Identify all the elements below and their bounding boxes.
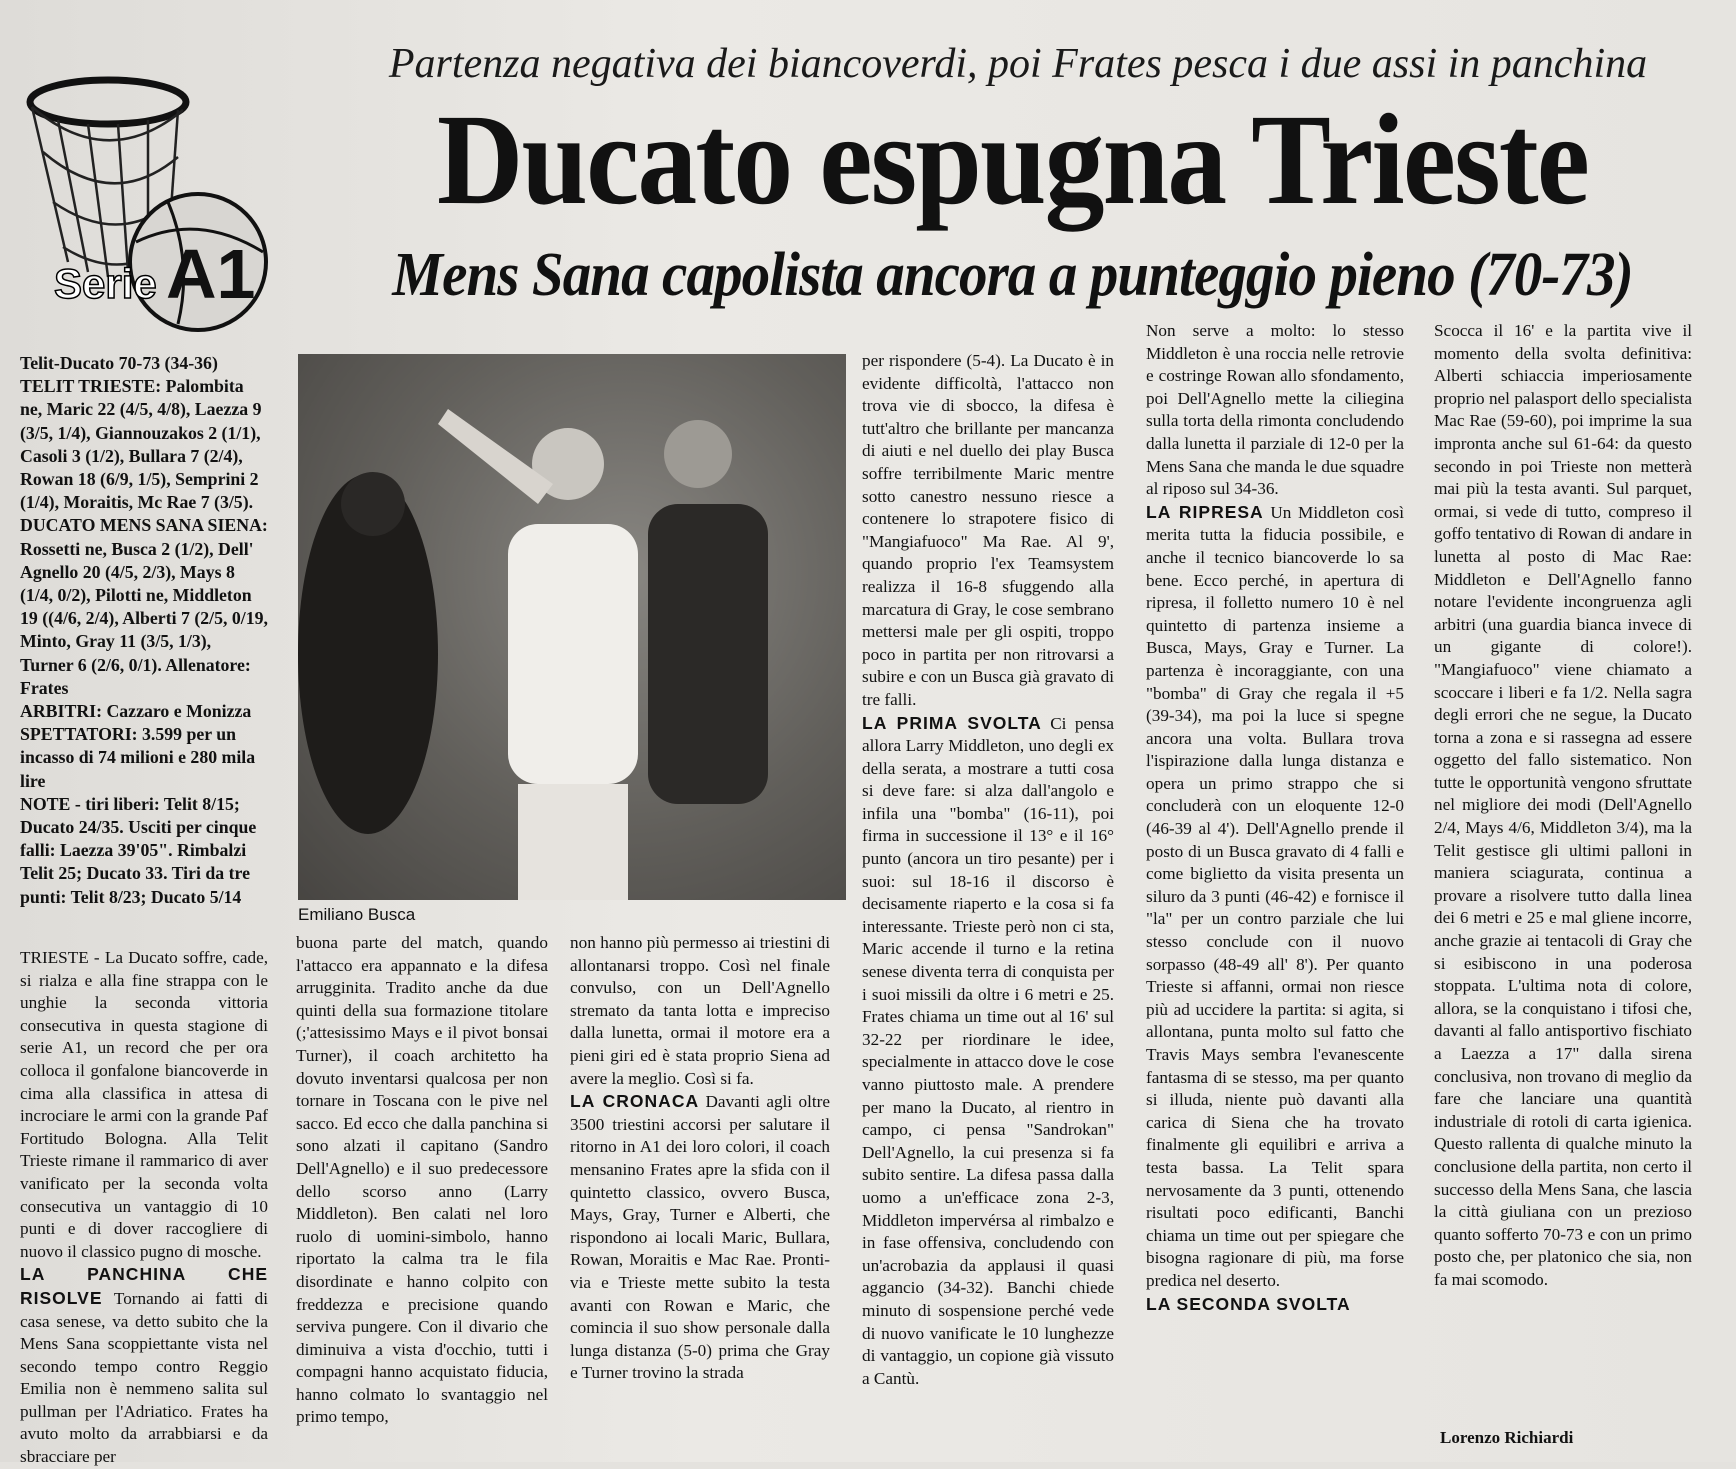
paragraph: non hanno più permesso ai triestini di allontanarsi troppo. Così nel finale convulso, con un Dell'Agnello stremato da tanta lotta e impreciso dalla lunetta, ormai il motore era a pieni giri ed è stata proprio Siena ad avere la meglio. Così si fa. bbox=[570, 933, 830, 1088]
subheading: LA RIPRESA bbox=[1146, 501, 1264, 522]
subheading: LA SECONDA SVOLTA bbox=[1146, 1293, 1351, 1314]
article-column-5 bbox=[1146, 320, 1404, 1450]
box-score-line: TELIT TRIESTE: Palombita ne, Maric 22 (4/5, 4/8), Laezza 9 (3/5, 1/4), Giannouzakos 2 (1/1), Casoli 3 (1/2), Bullara 7 (2/4), Rowan 18 (6/9, 1/5), Semprini 2 (1/4), Moraitis, Mc Rae 7 (3/5). bbox=[20, 376, 262, 513]
byline: Lorenzo Richiardi bbox=[1440, 1428, 1574, 1447]
subheading: LA PRIMA SVOLTA bbox=[862, 712, 1042, 733]
headline: Ducato espugna Trieste bbox=[436, 88, 1589, 232]
paragraph: TRIESTE - La Ducato soffre, cade, si rialza e alla fine strappa con le unghie la seconda vittoria consecutiva in questa stagione di serie A1, un record che per ora colloca il gonfalone biancoverde in cima alla classifica in attesa di incrociare le armi con la grande Paf Fortitudo Bologna. Alla Telit Trieste rimane il rammarico di aver vanificato per la seconda volta consecutiva un vantaggio di 10 punti e di dover raccogliere di nuovo il classico pugno di mosche. bbox=[20, 948, 268, 1261]
basketball-hoop-logo bbox=[18, 62, 276, 320]
paragraph: Ci pensa allora Larry Middleton, uno degli ex della serata, a mostrare a tutti cosa si deve fare: si alza dall'angolo e infila una "bomba" (16-11), poi firma in successione il 13° e il 16° punto (ancora un tiro pesante) per i suoi: sul 18-16 il discorso è decisamente riaperto e la cosa si fa interessante. Trieste però non ci sta, Maric accende il turno e la retina senese diventa terra di conquista per i suoi missili da oltre i 6 metri e 25. Frates chiama un time out al 16' sul 32-22 per riordinare le idee, specialmente in attacco dove le cose vanno piuttosto male. A prendere per mano la Ducato, al rientro in campo, ci pensa "Sandrokan" Dell'Agnello, la cui presenza si fa subito sentire. La difesa passa dalla uomo a un'efficace zona 2-3, Middleton impervérsa al rimbalzo e in fase offensiva, concludendo con un'acrobazia da applausi il quasi aggancio (34-32). Banchi chiede minuto di sospensione perché vede di nuovo vanificate le 10 lunghezze di vantaggio, un copione già vissuto a Cantù. bbox=[862, 713, 1114, 1388]
logo-serie-text: Serie bbox=[54, 260, 157, 307]
article-column-4 bbox=[862, 350, 1114, 1450]
match-photo bbox=[298, 354, 846, 900]
box-score-line: DUCATO MENS SANA SIENA: Rossetti ne, Busca 2 (1/2), Dell' Agnello 20 (4/5, 2/3), Mays 8 (1/4, 0/2), Pilotti ne, Middleton 19 ((4/6, 2/4), Alberti 7 (2/5, 0/19, Minto, Gray 11 (3/5, 1/3), Turner 6 (2/6, 0/1). Allenatore: Frates bbox=[20, 515, 268, 698]
box-score-line: SPETTATORI: 3.599 per un incasso di 74 milioni e 280 mila lire bbox=[20, 724, 256, 791]
subheading: LA CRONACA bbox=[570, 1091, 700, 1112]
box-score bbox=[20, 352, 268, 922]
article-column-6 bbox=[1434, 320, 1692, 1420]
article-column-2 bbox=[296, 932, 548, 1447]
box-score-line: Telit-Ducato 70-73 (34-36) bbox=[20, 353, 218, 373]
paragraph: Davanti agli oltre 3500 triestini accorsi per salutare il ritorno in A1 dei loro colori, il coach mensanino Frates apre la sfida con il quintetto classico, ovvero Busca, Mays, Gray, Turner e Alberti, che rispondono ai locali Maric, Bullara, Rowan, Moraitis e Mac Rae. Pronti-via e Trieste mette subito la testa avanti con Rowan e Maric, che comincia il suo show personale dalla lunga distanza (5-0) prima che Gray e Turner trovino la strada bbox=[570, 1092, 830, 1383]
paragraph: Non serve a molto: lo stesso Middleton è una roccia nelle retrovie e costringe Rowan allo sfondamento, poi Dell'Agnello mette la ciliegina sulla torta della rimonta concludendo dalla lunetta il parziale di 12-0 per la Mens Sana che manda le due squadre al riposo sul 34-36. bbox=[1146, 321, 1404, 499]
logo-a1-text: A1 bbox=[166, 235, 256, 313]
deck-subheadline: Mens Sana capolista ancora a punteggio pieno (70-73) bbox=[392, 241, 1633, 309]
paragraph: Scocca il 16' e la partita vive il momento della svolta definitiva: Alberti schiaccia imperiosamente proprio nel palasport dello specialista Mac Rae (59-60), poi imprime la sua impronta anche sul 61-64: da questo secondo in poi Trieste non metterà mai più la testa avanti. Sul parquet, ormai, si vede di tutto, compreso il goffo tentativo di Rowan di andare in lunetta al posto di Mac Rae: Middleton e Dell'Agnello fanno notare l'evidente incongruenza agli arbitri (una guardia bianca invece di un gigante di colore!). "Mangiafuoco" viene chiamato a scoccare i liberi e fa 1/2. Nella sagra degli errori che ne segue, la Ducato torna a zona e si rassegna ad essere oggetto del fallo sistematico. Non tutte le opportunità vengono sfruttate nel migliore dei modi (Dell'Agnello 2/4, Mays 4/6, Middleton 3/4), ma la Telit gestisce gli ultimi palloni in maniera sciagurata, continua a provare a risolvere tutto dalla linea dei 6 metri e 25 e mal gliene incorre, anche grazie ai tentacoli di Gray che si esibiscono in una poderosa stoppata. L'ultima nota di colore, allora, se la conquistano i tifosi che, davanti al fallo antisportivo fischiato a Laezza a 17" dalla sirena conclusiva, non trovano di meglio da fare che lanciare una quantità industriale di rotoli di carta igienica. Questo rallenta di qualche minuto la conclusione della partita, non certo il successo della Mens Sana, che lascia la città giuliana con un prezioso quanto sofferto 70-73 e con un primo posto che, per platonico che sia, non fa mai scomodo. bbox=[1434, 321, 1692, 1289]
box-score-line: NOTE - tiri liberi: Telit 8/15; Ducato 24/35. Usciti per cinque falli: Laezza 39'05". Rimbalzi Telit 25; Ducato 33. Tiri da tre punti: Telit 8/23; Ducato 5/14 bbox=[20, 793, 257, 907]
kicker: Partenza negativa dei biancoverdi, poi Frates pesca i due assi in panchina bbox=[388, 41, 1648, 87]
box-score-line: ARBITRI: Cazzaro e Monizza bbox=[20, 701, 252, 722]
paragraph: Tornando ai fatti di casa senese, va detto subito che la Mens Sana scoppiettante vista nel secondo tempo contro Reggio Emilia non è nemmeno salita sul pullman per l'Adriatico. Frates ha avuto molto da arrabbiarsi e da sbracciare per bbox=[20, 1288, 268, 1467]
subheading: LA PANCHINA CHE RISOLVE bbox=[20, 1264, 268, 1308]
photo-caption: Emiliano Busca bbox=[298, 905, 416, 924]
article-column-1 bbox=[20, 947, 268, 1467]
paragraph: buona parte del match, quando l'attacco era appannato e la difesa arrugginita. Tradito anche da due quinti della sua formazione titolare (;'attesissimo Mays e il pivot bonsai Turner), il coach architetto ha dovuto inventarsi qualcosa per non tornare in Toscana con le pive nel sacco. Ed ecco che dalla panchina si sono alzati il capitano (Sandro Dell'Agnello) e il suo predecessore dello scorso anno (Larry Middleton). Ben calati nel loro ruolo di uomini-simbolo, hanno riportato la calma tra le fila disordinate e hanno colpito con freddezza e precisione quando serviva pungere. Con il divario che diminuiva a vista d'occhio, tutti i compagni hanno acquistato fiducia, hanno colmato lo svantaggio nel primo tempo, bbox=[296, 933, 548, 1427]
article-column-3 bbox=[570, 932, 830, 1447]
paragraph: per rispondere (5-4). La Ducato è in evidente difficoltà, l'attacco non trova vie di sbocco, la difesa è tutt'altro che brillante per mancanza di aiuti e nel duello dei play Busca soffre terribilmente Maric mentre sotto canestro nessuno riesce a contenere lo strapotere fisico di "Mangiafuoco" Ma Rae. Al 9', quando proprio l'ex Teamsystem realizza il 16-8 sfuggendo alla marcatura di Gray, le cose sembrano mettersi male per gli ospiti, troppo poco in partita per non ritrovarsi a subire e con un Busca già gravato di tre falli. bbox=[862, 351, 1114, 709]
paragraph: Un Middleton così merita tutta la fiducia possibile, e anche il tecnico biancoverde lo sa bene. Ecco perché, in apertura di ripresa, il folletto numero 10 è nel quintetto di partenza insieme a Busca, Mays, Gray e Turner. La partenza è incoraggiante, con una "bomba" di Gray che regala il +5 (39-34), ma poi la luce si spegne ancora una volta. Bullara trova l'ispirazione dalla lunga distanza e opera un primo strappo che si concluderà con un eloquente 12-0 (46-39 al 4'). Dell'Agnello prende il posto di un Busca gravato di 4 falli e come biglietto da visita presenta un siluro da 3 punti (46-42) e fornisce il "la" per un contro parziale che lui stesso conclude con il nuovo sorpasso (48-49 all' 8'). Per quanto Trieste si affanni, ormai non riesce più ad uccidere la partita: si agita, si allontana, punta molto sul fatto che Travis Mays sembra l'evanescente fantasma di se stesso, ma per quanto si illuda, niente può davanti alla carica di Siena che ha trovato finalmente gli equilibri e arriva a testa bassa. La Telit spara nervosamente da 3 punti, ottenendo risultati poco edificanti, Banchi chiama un time out per spiegare che bisogna ragionare di più, ma forse predica nel deserto. bbox=[1146, 502, 1404, 1290]
